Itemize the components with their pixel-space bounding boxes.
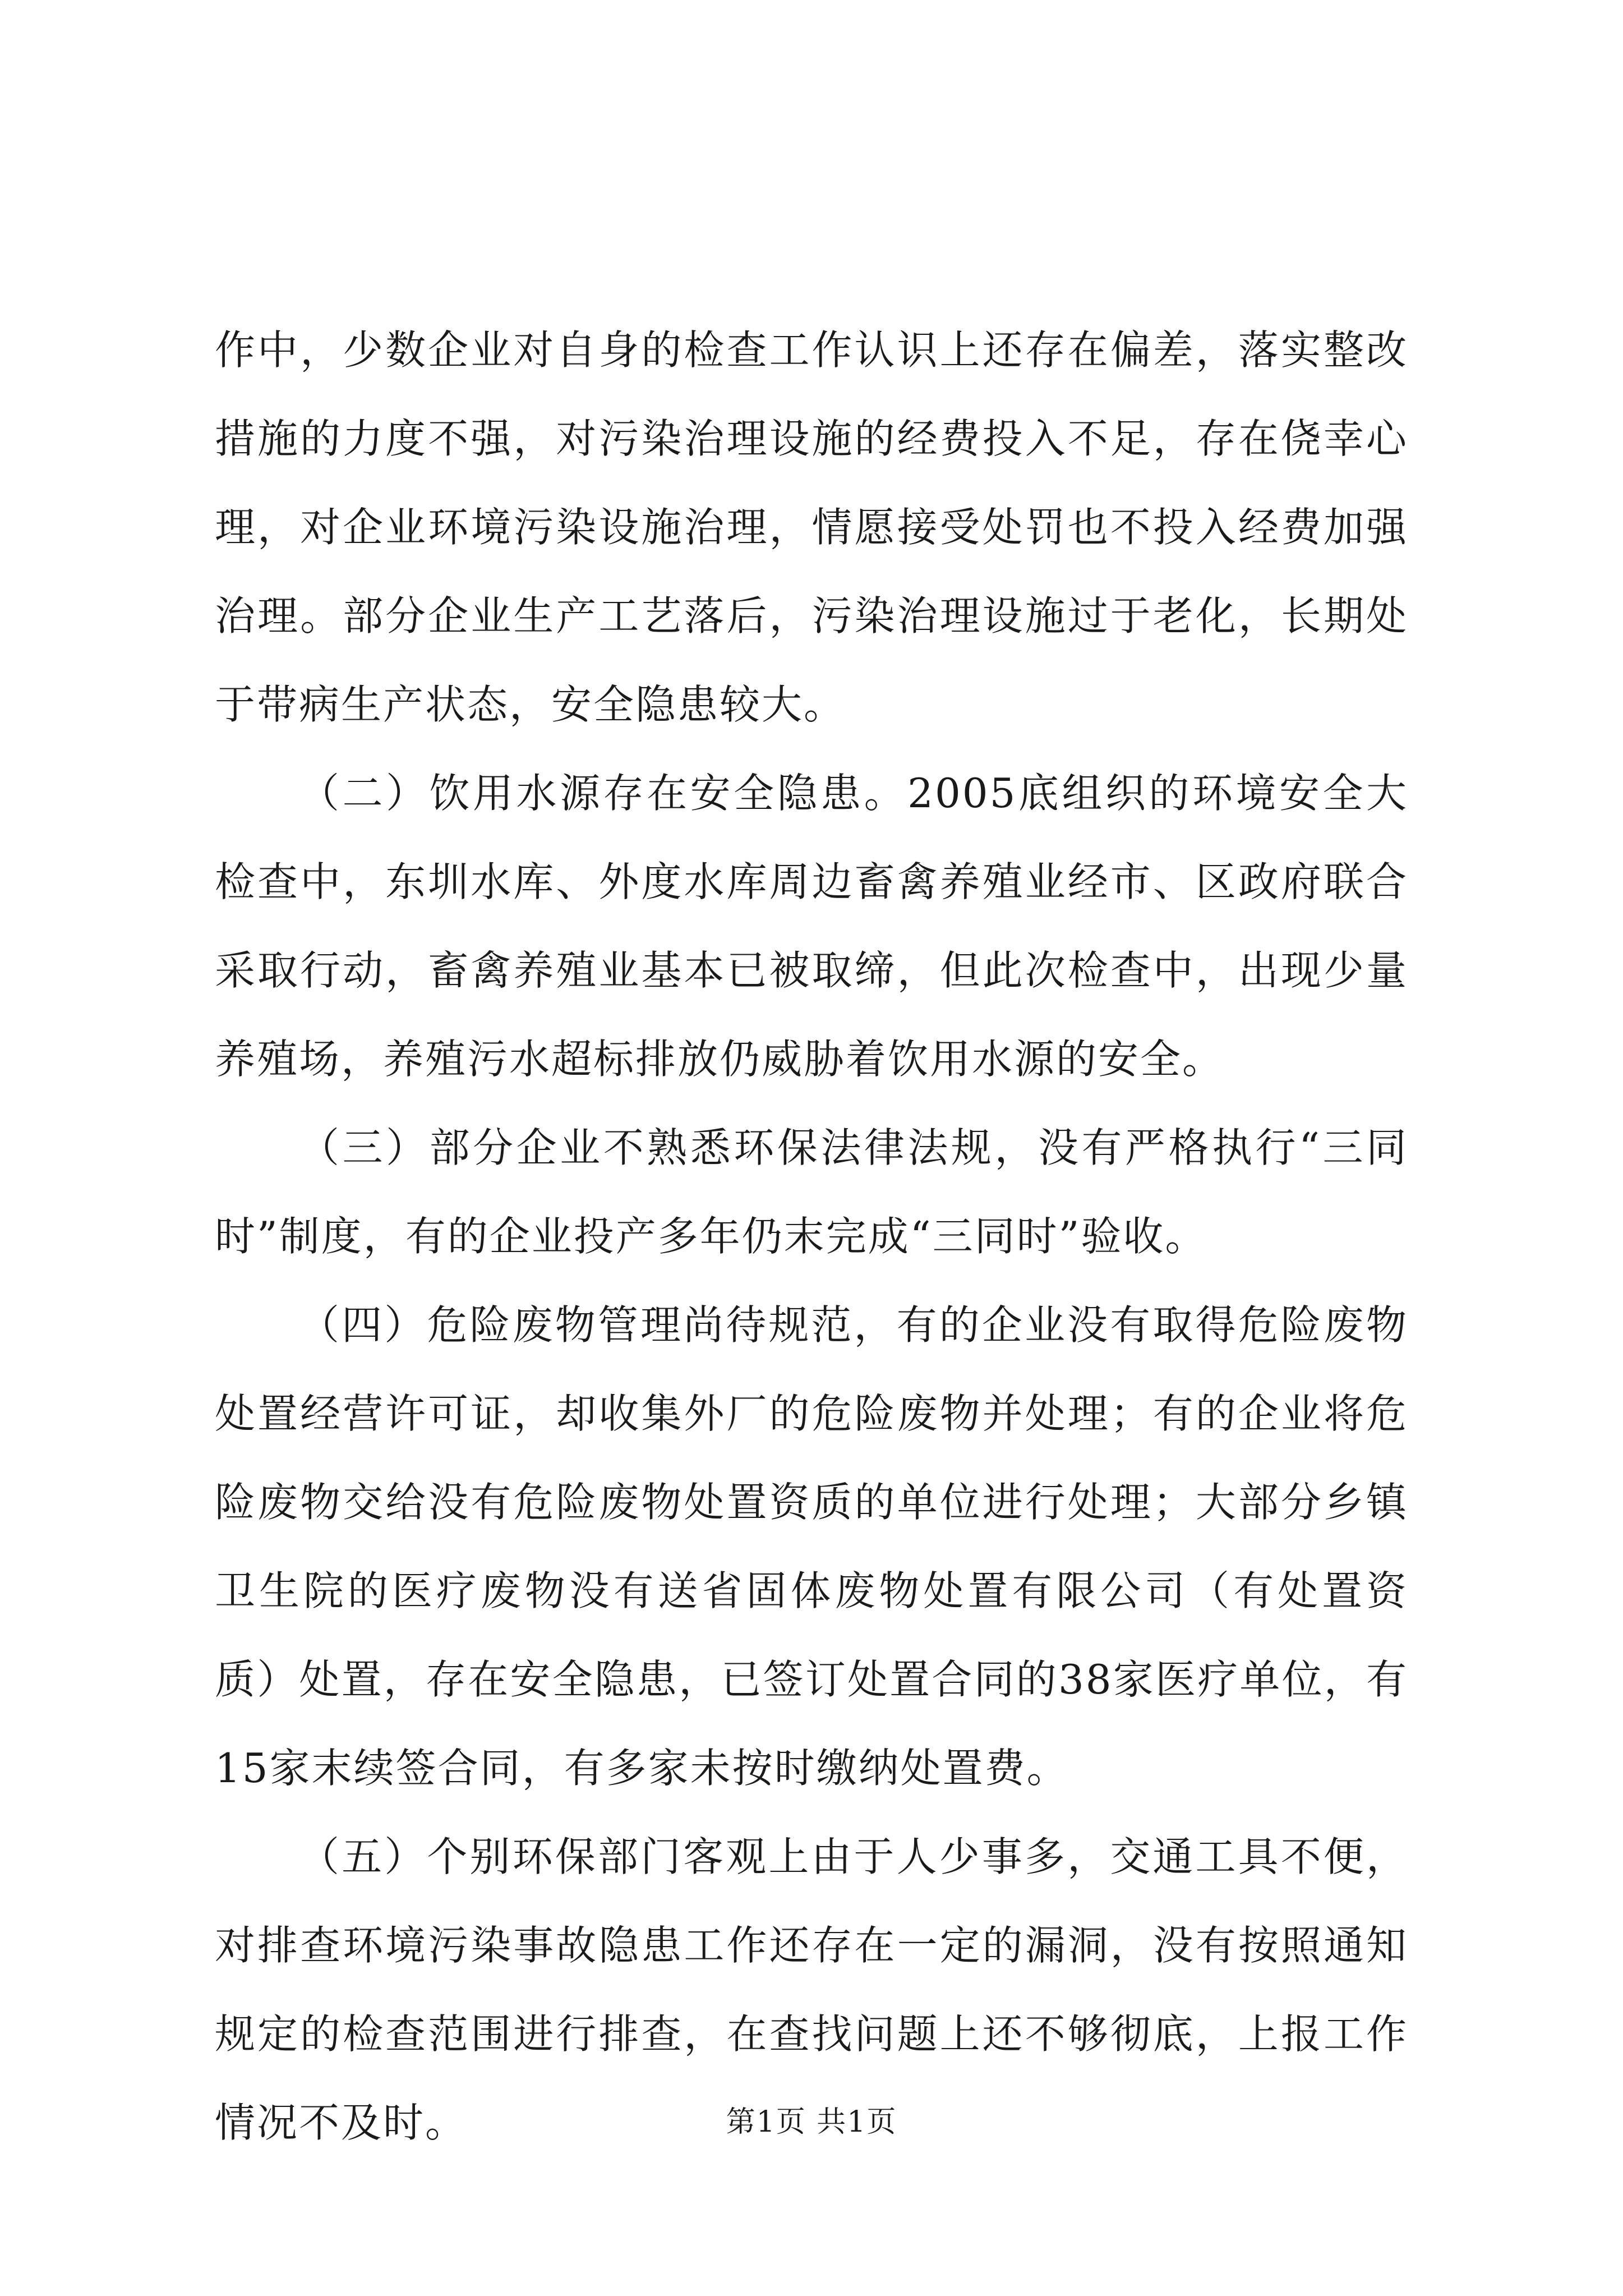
paragraph-environmental-departments: （五）个别环保部门客观上由于人少事多，交通工具不便，对排查环境污染事故隐患工作还存在一定的漏洞，没有按照通知规定的检查范围进行排查，在查找问题上还不够彻底，上报工作情况不及时。 bbox=[215, 1833, 1408, 2146]
paragraph-hazardous-waste: （四）危险废物管理尚待规范，有的企业没有取得危险废物处置经营许可证，却收集外厂的危险废物并处理；有的企业将危险废物交给没有危险废物处置资质的单位进行处理；大部分乡镇卫生院的医疗废物没有送省固体废物处置有限公司（有处置资质）处置，存在安全隐患，已签订处置合同的38家医疗单位，有15家末续签合同，有多家未按时缴纳处置费。 bbox=[215, 1301, 1408, 1792]
paragraph-three-simultaneous: （三）部分企业不熟悉环保法律法规，没有严格执行“三同时”制度，有的企业投产多年仍末完成“三同时”验收。 bbox=[215, 1124, 1408, 1260]
document-body bbox=[215, 306, 1408, 2167]
paragraph-drinking-water: （二）饮用水源存在安全隐患。2005底组织的环境安全大检查中，东圳水库、外度水库周边畜禽养殖业经市、区政府联合采取行动，畜禽养殖业基本已被取缔，但此次检查中，出现少量养殖场，养殖污水超标排放仍威胁着饮用水源的安全。 bbox=[215, 770, 1408, 1083]
page-footer: 第1页 共1页 bbox=[726, 2105, 897, 2139]
paragraph-continued: 作中，少数企业对自身的检查工作认识上还存在偏差，落实整改措施的力度不强，对污染治理设施的经费投入不足，存在侥幸心理，对企业环境污染设施治理，情愿接受处罚也不投入经费加强治理。部分企业生产工艺落后，污染治理设施过于老化，长期处于带病生产状态，安全隐患较大。 bbox=[215, 326, 1408, 728]
